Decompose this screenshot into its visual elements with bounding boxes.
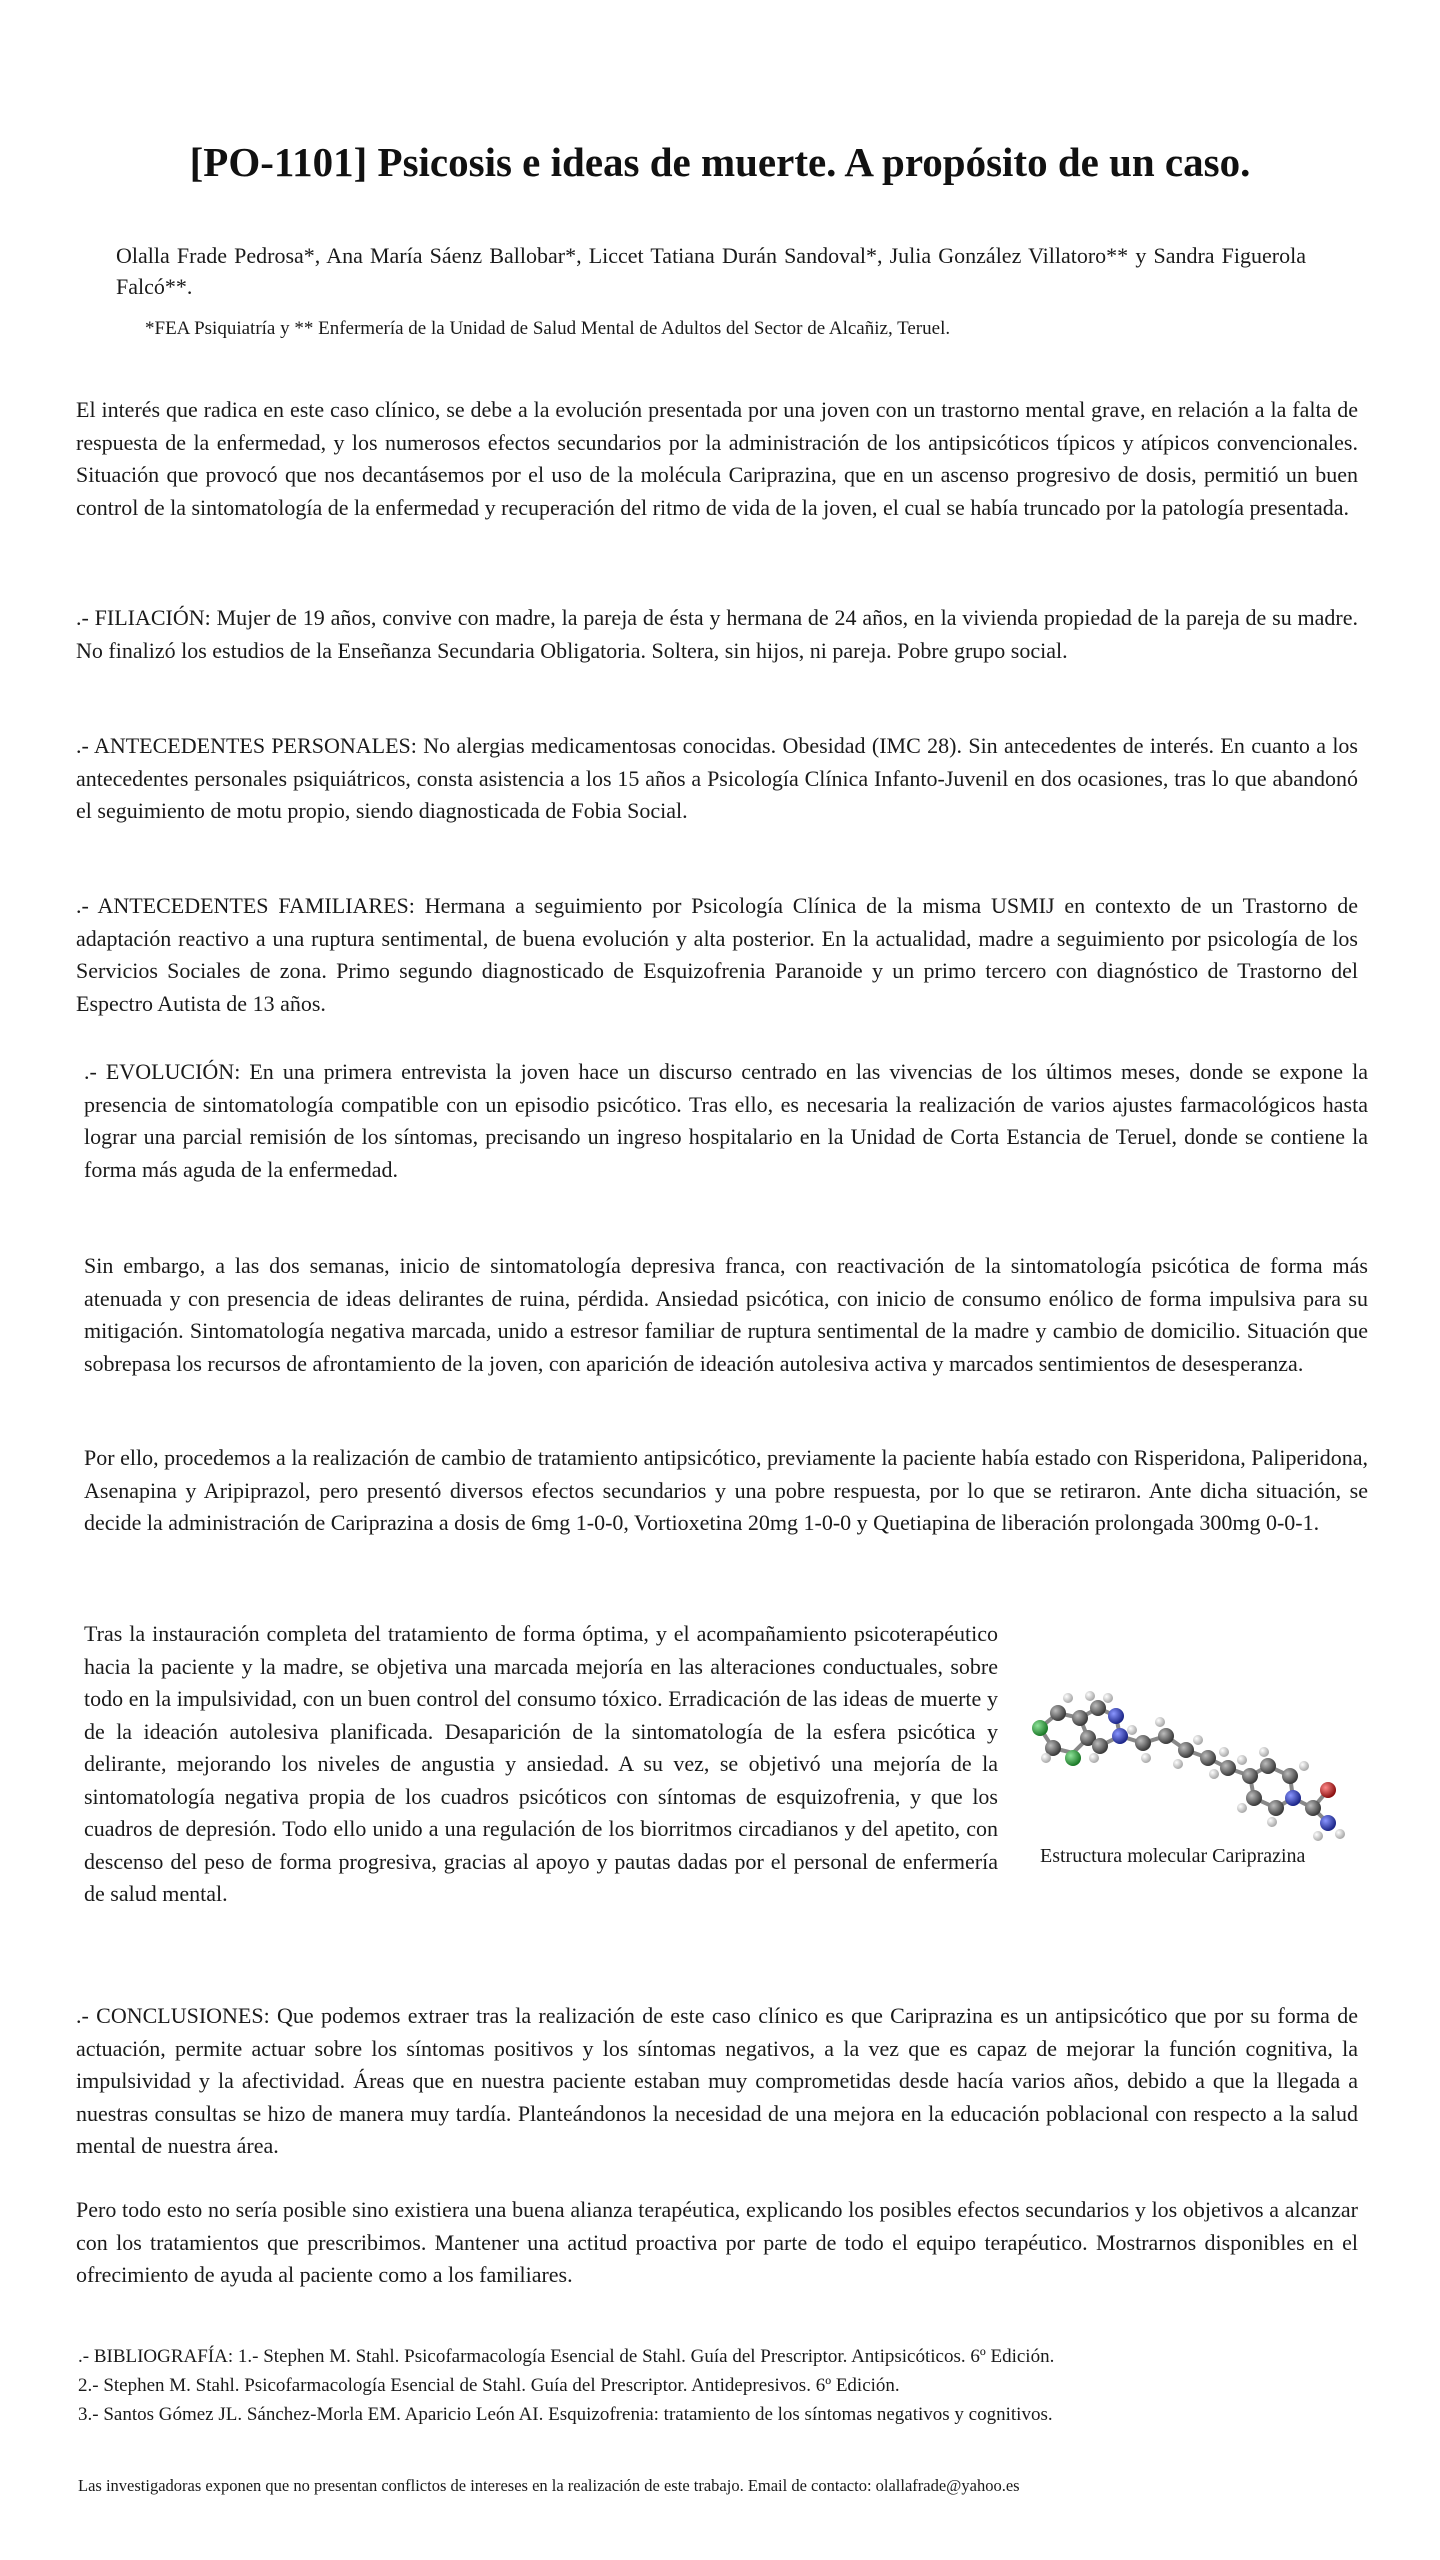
figure-caption: Estructura molecular Cariprazina [1040,1845,1306,1867]
affiliation: *FEA Psiquiatría y ** Enfermería de la Unidad de Salud Mental de Adultos del Sector de Alcañiz, Teruel. [145,318,951,339]
disclosure-footer: Las investigadoras exponen que no presentan conflictos de intereses en la realización de este trabajo. Email de contacto: olallafrade@yahoo.es [78,2476,1020,2495]
molecule-structure-image [1028,1658,1348,1848]
bibliography-item: 3.- Santos Gómez JL. Sánchez-Morla EM. Aparicio León AI. Esquizofrenia: tratamiento de los síntomas negativos y cognitivos. [78,2404,1053,2425]
intro-paragraph: El interés que radica en este caso clínico, se debe a la evolución presentada por una joven con un trastorno mental grave, en relación a la falta de respuesta de la enfermedad, y los numerosos efectos secundarios por la administración de los antipsicóticos típicos y atípicos convencionales. Situación que provocó que nos decantásemos por el uso de la molécula Cariprazina, que en un ascenso progresivo de dosis, permitió un buen control de la sintomatología de la enfermedad y recuperación del ritmo de vida de la joven, el cual se había truncado por la patología presentada. [76,397,1358,520]
evolucion-paragraph-1: .- EVOLUCIÓN: En una primera entrevista la joven hace un discurso centrado en las vivencias de los últimos meses, donde se expone la presencia de sintomatología compatible con un episodio psicótico. Tras ello, es necesaria la realización de varios ajustes farmacológicos hasta lograr una parcial remisión de los síntomas, precisando un ingreso hospitalario en la Unidad de Corta Estancia de Teruel, donde se contiene la forma más aguda de la enfermedad. [84,1059,1368,1182]
evolucion-paragraph-2: Sin embargo, a las dos semanas, inicio de sintomatología depresiva franca, con reactivación de la sintomatología psicótica de forma más atenuada y con presencia de ideas delirantes de ruina, pérdida. Ansiedad psicótica, con inicio de consumo enólico de forma impulsiva para su mitigación. Sintomatología negativa marcada, unido a estresor familiar de ruptura sentimental de la madre y cambio de domicilio. Situación que sobrepasa los recursos de afrontamiento de la joven, con aparición de ideación autolesiva activa y marcados sentimientos de desesperanza. [84,1253,1368,1376]
bibliography [78,2342,1408,2429]
bibliography-item: .- BIBLIOGRAFÍA: 1.- Stephen M. Stahl. Psicofarmacología Esencial de Stahl. Guía del Prescriptor. Antipsicóticos. 6º Edición. [78,2346,1055,2367]
page-title: [PO-1101] Psicosis e ideas de muerte. A propósito de un caso. [189,139,1251,185]
evolucion-paragraph-4: Tras la instauración completa del tratamiento de forma óptima, y el acompañamiento psicoterapéutico hacia la paciente y la madre, se objetiva una marcada mejoría en las alteraciones conductuales, sobre todo en la impulsividad, con un buen control del consumo tóxico. Erradicación de las ideas de muerte y de la ideación autolesiva planificada. Desaparición de la sintomatología de la esfera psicótica y delirante, mejorando los niveles de angustia y ansiedad. A su vez, se objetivó una mejoría de la sintomatología negativa propia de los cuadros psicóticos con síntomas de esquizofrenia, y que los cuadros de depresión. Todo ello unido a una regulación de los biorritmos circadianos y del apetito, con descenso del peso de forma progresiva, gracias al apoyo y pautas dadas por el personal de enfermería de salud mental. [84,1621,998,1906]
antecedentes-familiares-paragraph: .- ANTECEDENTES FAMILIARES: Hermana a seguimiento por Psicología Clínica de la misma USMIJ en contexto de un Trastorno de adaptación reactivo a una ruptura sentimental, de buena evolución y alta posterior. En la actualidad, madre a seguimiento por psicología de los Servicios Sociales de zona. Primo segundo diagnosticado de Esquizofrenia Paranoide y un primo tercero con diagnóstico de Trastorno del Espectro Autista de 13 años. [76,893,1358,1016]
conclusiones-paragraph-1: .- CONCLUSIONES: Que podemos extraer tras la realización de este caso clínico es que Cariprazina es un antipsicótico que por su forma de actuación, permite actuar sobre los síntomas positivos y los síntomas negativos, a la vez que es capaz de mejorar la función cognitiva, la impulsividad y la afectividad. Áreas que en nuestra paciente estaban muy comprometidas desde hacía varios años, debido a que la llegada a nuestras consultas se hizo de manera muy tardía. Planteándonos la necesidad de una mejora en la educación poblacional con respecto a la salud mental de nuestra área. [76,2003,1358,2158]
antecedentes-personales-paragraph: .- ANTECEDENTES PERSONALES: No alergias medicamentosas conocidas. Obesidad (IMC 28). Sin antecedentes de interés. En cuanto a los antecedentes personales psiquiátricos, consta asistencia a los 15 años a Psicología Clínica Infanto-Juvenil en dos ocasiones, tras lo que abandonó el seguimiento de motu propio, siendo diagnosticada de Fobia Social. [76,733,1358,823]
conclusiones-paragraph-2: Pero todo esto no sería posible sino existiera una buena alianza terapéutica, explicando los posibles efectos secundarios y los objetivos a alcanzar con los tratamientos que prescribimos. Mantener una actitud proactiva por parte de todo el equipo terapéutico. Mostrarnos disponibles en el ofrecimiento de ayuda al paciente como a los familiares. [76,2197,1358,2287]
author-list: Olalla Frade Pedrosa*, Ana María Sáenz Ballobar*, Liccet Tatiana Durán Sandoval*, Julia González Villatoro** y Sandra Figuerola Falcó**. [116,243,1306,299]
bibliography-item: 2.- Stephen M. Stahl. Psicofarmacología Esencial de Stahl. Guía del Prescriptor. Antidepresivos. 6º Edición. [78,2375,900,2396]
evolucion-paragraph-3: Por ello, procedemos a la realización de cambio de tratamiento antipsicótico, previamente la paciente había estado con Risperidona, Paliperidona, Asenapina y Aripiprazol, pero presentó diversos efectos secundarios y una pobre respuesta, por lo que se retiraron. Ante dicha situación, se decide la administración de Cariprazina a dosis de 6mg 1-0-0, Vortioxetina 20mg 1-0-0 y Quetiapina de liberación prolongada 300mg 0-0-1. [84,1445,1368,1535]
filiacion-paragraph: .- FILIACIÓN: Mujer de 19 años, convive con madre, la pareja de ésta y hermana de 24 años, en la vivienda propiedad de la pareja de su madre. No finalizó los estudios de la Enseñanza Secundaria Obligatoria. Soltera, sin hijos, ni pareja. Pobre grupo social. [76,605,1358,663]
